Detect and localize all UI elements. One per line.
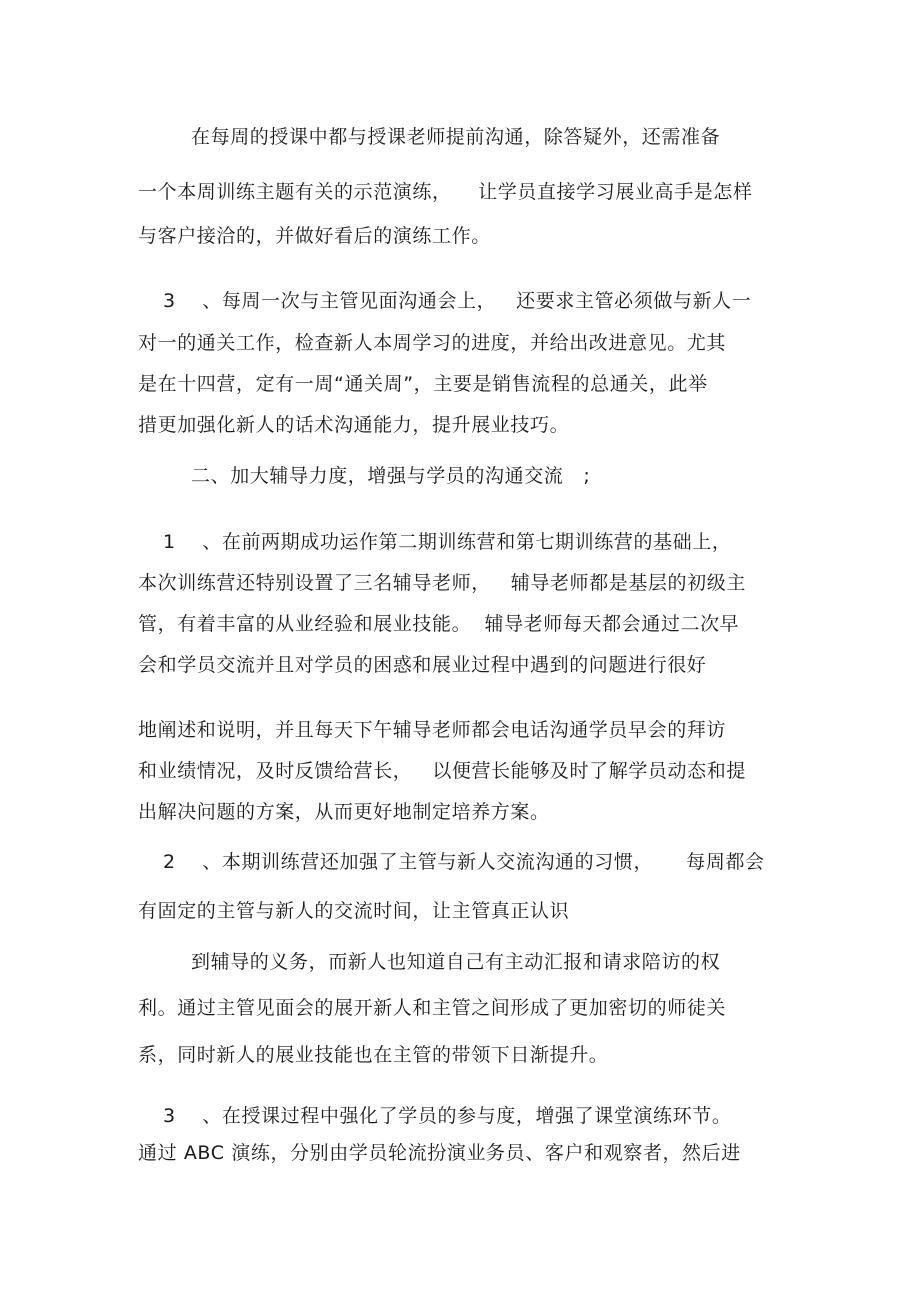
text-line: 1 、在前两期成功运作第二期训练营和第七期训练营的基础上， [163,531,732,553]
text-line: 是在十四营，定有一周“通关周”，主要是销售流程的总通关，此举 [138,373,708,395]
text-line: 管，有着丰富的从业经验和展业技能。 辅导老师每天都会通过二次早 [138,613,740,635]
text-line: 地阐述和说明，并且每天下午辅导老师都会电话沟通学员早会的拜访 [138,719,727,741]
text-line: 措更加强化新人的话术沟通能力，提升展业技巧。 [138,414,570,436]
text-line: 出解决问题的方案，从而更好地制定培养方案。 [138,801,550,823]
text-line: 会和学员交流并且对学员的困惑和展业过程中遇到的问题进行很好 [138,654,707,676]
text-line: 本次训练营还特别设置了三名辅导老师， 辅导老师都是基层的初级主 [138,572,746,594]
text-line: 与客户接洽的，并做好看后的演练工作。 [138,225,491,247]
text-line: 有固定的主管与新人的交流时间，让主管真正认识 [138,900,570,922]
text-line: 到辅导的义务，而新人也知道自己有主动汇报和请求陪访的权 [191,951,721,973]
text-line: 一个本周训练主题有关的示范演练， 让学员直接学习展业高手是怎样 [138,181,753,203]
text-line: 通过 ABC 演练，分别由学员轮流扮演业务员、客户和观察者，然后进 [138,1142,741,1164]
text-line: 3 、在授课过程中强化了学员的参与度，增强了课堂演练环节。 [163,1105,732,1127]
text-line: 利。通过主管见面会的展开新人和主管之间形成了更加密切的师徒关 [138,997,727,1019]
text-line: 和业绩情况，及时反馈给营长， 以便营长能够及时了解学员动态和提 [138,760,746,782]
text-line: 对一的通关工作，检查新人本周学习的进度，并给出改进意见。尤其 [138,332,727,354]
section-heading: 二、加大辅导力度，增强与学员的沟通交流 ; [191,465,591,487]
text-line: 3 、每周一次与主管见面沟通会上， 还要求主管必须做与新人一 [163,290,752,312]
text-line: 系，同时新人的展业技能也在主管的带领下日渐提升。 [138,1044,609,1066]
text-line: 2 、本期训练营还加强了主管与新人交流沟通的习惯， 每周都会 [163,851,765,873]
text-line: 在每周的授课中都与授课老师提前沟通，除答疑外，还需准备 [191,126,721,148]
